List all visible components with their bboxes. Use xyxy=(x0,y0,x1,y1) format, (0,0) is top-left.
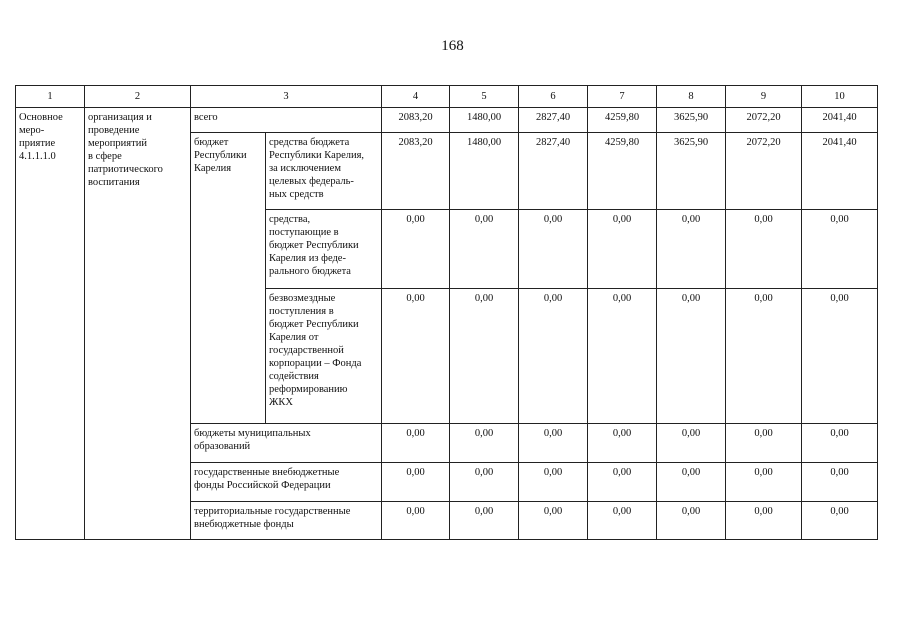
value-cell: 0,00 xyxy=(588,463,657,502)
value-cell: 0,00 xyxy=(450,210,519,289)
header-row xyxy=(16,86,878,108)
value-cell: 4259,80 xyxy=(588,108,657,133)
value-cell: 0,00 xyxy=(519,502,588,540)
value-cell: 4259,80 xyxy=(588,133,657,210)
column-header-1: 1 xyxy=(16,86,85,108)
row-label-federal: средства, поступающие в бюджет Республики Карелия из феде- рального бюджета xyxy=(266,210,382,289)
value-cell: 0,00 xyxy=(382,502,450,540)
row-label-state-funds: государственные внебюджетные фонды Российской Федерации xyxy=(191,463,382,502)
value-cell: 0,00 xyxy=(519,210,588,289)
value-cell: 2041,40 xyxy=(802,108,878,133)
value-cell: 2827,40 xyxy=(519,108,588,133)
value-cell: 0,00 xyxy=(657,502,726,540)
value-cell: 0,00 xyxy=(382,289,450,424)
row-label-republic-budget: бюджет Республики Карелия xyxy=(191,133,266,424)
value-cell: 1480,00 xyxy=(450,133,519,210)
row-label-republic-own: средства бюджета Республики Карелия, за исключением целевых федераль- ных средств xyxy=(266,133,382,210)
value-cell: 0,00 xyxy=(657,210,726,289)
column-header-3: 3 xyxy=(191,86,382,108)
column-header-8: 8 xyxy=(657,86,726,108)
activity-code: Основное меро- приятие 4.1.1.1.0 xyxy=(16,108,85,540)
value-cell: 0,00 xyxy=(657,424,726,463)
value-cell: 3625,90 xyxy=(657,108,726,133)
value-cell: 0,00 xyxy=(450,289,519,424)
value-cell: 0,00 xyxy=(588,424,657,463)
value-cell: 0,00 xyxy=(519,289,588,424)
value-cell: 0,00 xyxy=(802,289,878,424)
row-label-total: всего xyxy=(191,108,382,133)
value-cell: 2072,20 xyxy=(726,133,802,210)
value-cell: 0,00 xyxy=(802,210,878,289)
page-number: 168 xyxy=(441,38,464,54)
row-label-municipal: бюджеты муниципальных образований xyxy=(191,424,382,463)
value-cell: 0,00 xyxy=(588,289,657,424)
column-header-7: 7 xyxy=(588,86,657,108)
value-cell: 0,00 xyxy=(519,424,588,463)
value-cell: 2083,20 xyxy=(382,108,450,133)
value-cell: 2083,20 xyxy=(382,133,450,210)
value-cell: 0,00 xyxy=(726,502,802,540)
column-header-2: 2 xyxy=(85,86,191,108)
column-header-5: 5 xyxy=(450,86,519,108)
value-cell: 0,00 xyxy=(382,424,450,463)
column-header-10: 10 xyxy=(802,86,878,108)
column-header-9: 9 xyxy=(726,86,802,108)
value-cell: 0,00 xyxy=(726,210,802,289)
value-cell: 0,00 xyxy=(519,463,588,502)
row-label-territorial-funds: территориальные государственные внебюджетные фонды xyxy=(191,502,382,540)
value-cell: 2827,40 xyxy=(519,133,588,210)
value-cell: 0,00 xyxy=(450,502,519,540)
value-cell: 2041,40 xyxy=(802,133,878,210)
column-header-4: 4 xyxy=(382,86,450,108)
value-cell: 0,00 xyxy=(726,463,802,502)
value-cell: 0,00 xyxy=(802,424,878,463)
value-cell: 0,00 xyxy=(726,289,802,424)
value-cell: 3625,90 xyxy=(657,133,726,210)
value-cell: 0,00 xyxy=(802,502,878,540)
table-row-total xyxy=(16,108,878,133)
value-cell: 0,00 xyxy=(726,424,802,463)
value-cell: 0,00 xyxy=(450,463,519,502)
value-cell: 0,00 xyxy=(802,463,878,502)
value-cell: 2072,20 xyxy=(726,108,802,133)
activity-name: организация и проведение мероприятий в сфере патриотического воспитания xyxy=(85,108,191,540)
value-cell: 0,00 xyxy=(382,463,450,502)
value-cell: 0,00 xyxy=(657,463,726,502)
column-header-6: 6 xyxy=(519,86,588,108)
row-label-gratuitous: безвозмездные поступления в бюджет Республики Карелия от государственной корпорации – Фонда содействия реформированию ЖКХ xyxy=(266,289,382,424)
value-cell: 0,00 xyxy=(382,210,450,289)
value-cell: 0,00 xyxy=(450,424,519,463)
value-cell: 0,00 xyxy=(588,502,657,540)
value-cell: 1480,00 xyxy=(450,108,519,133)
value-cell: 0,00 xyxy=(657,289,726,424)
value-cell: 0,00 xyxy=(588,210,657,289)
budget-table xyxy=(15,85,878,540)
